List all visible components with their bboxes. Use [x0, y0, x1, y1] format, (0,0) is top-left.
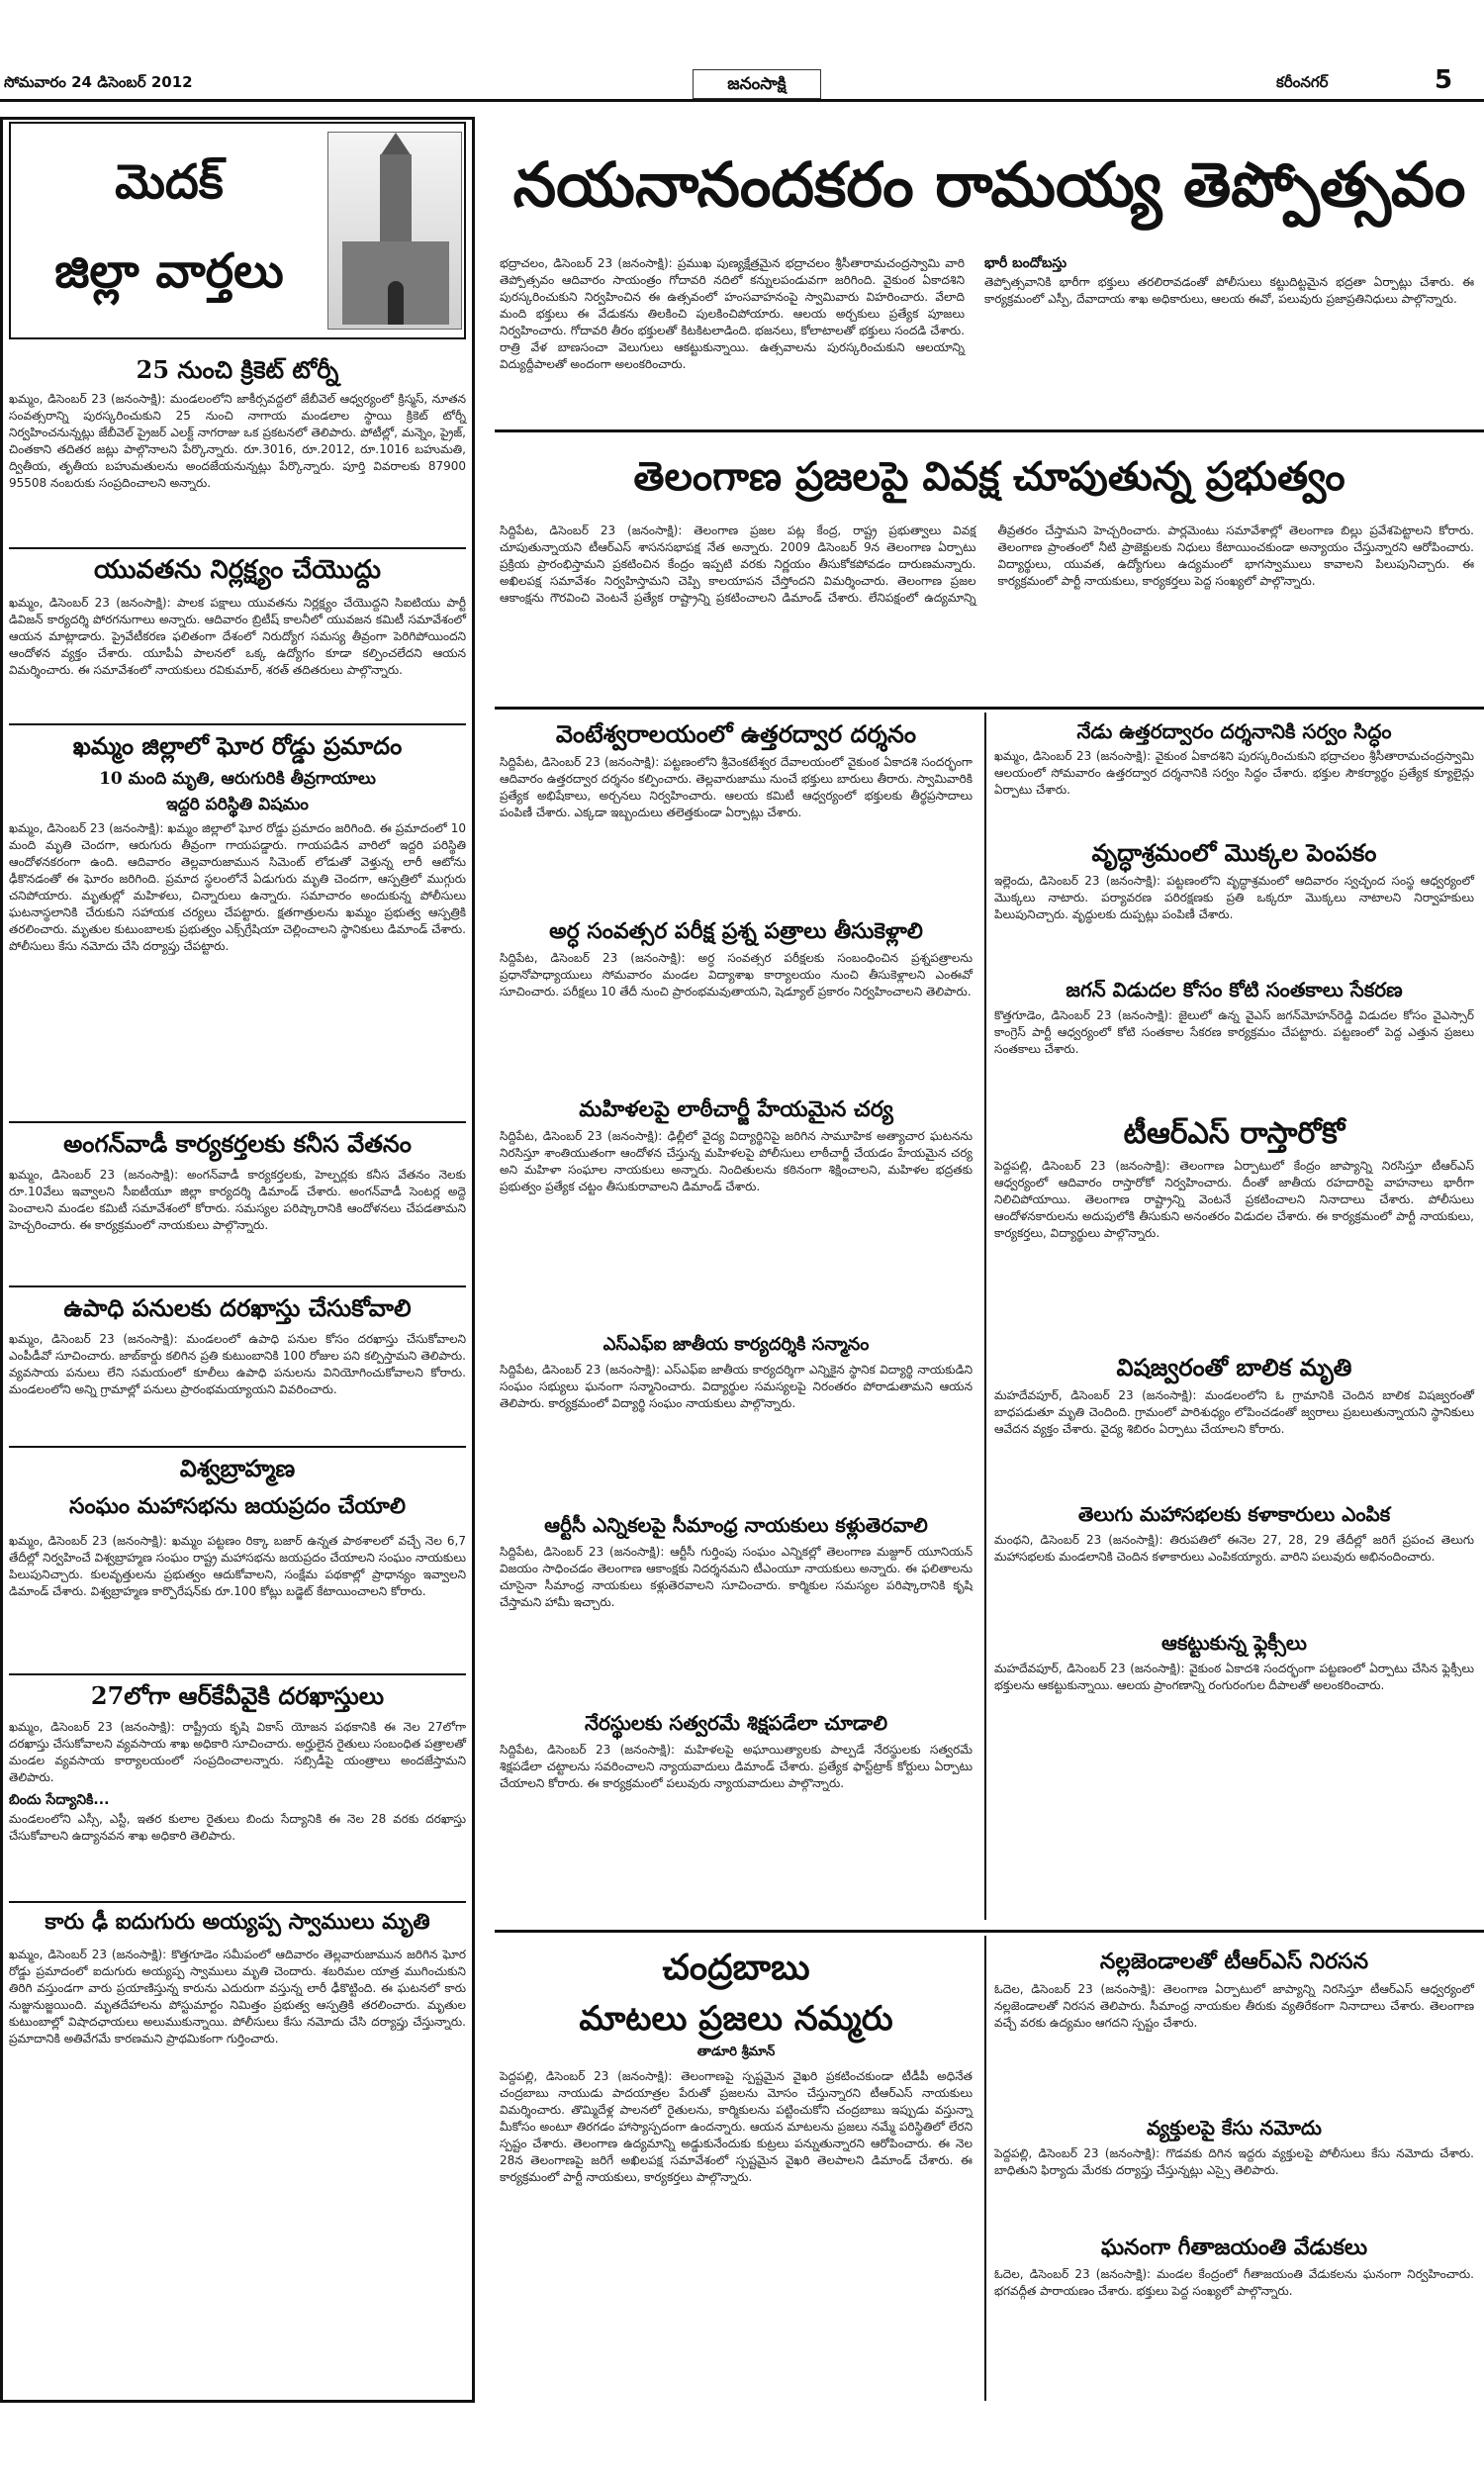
story-cricket-tourney: 25 నుంచి క్రికెట్‌ టోర్నీ ఖమ్మం, డిసెంబర్‌ 23 (జనంసాక్షి): మండలంలోని జాకీర్సవద్దలో జేబీవెల్‌ ఆధ్వర్యంలో క్రిస్మస్‌, నూతన సంవత్సరాన్ని పురస్కరించుకుని 25 నుంచి నాగాయ మండలాల స్థాయి క్రికెట్‌ టోర్నీ నిర్వహించనున్నట్లు జేబీవెల్‌ ప్రైజర్‌ ఎలక్ట్‌ నాగరాజు ఒక ప్రకటనలో తెలిపారు. పోటీల్లో, మన్నెం, ప్రైజ్‌, చింతకాని తదితర జట్లు పాల్గొనాలని పేర్కొన్నారు. రూ.3016, రూ.2012, రూ.1016 బహుమతి, ద్వితీయ, తృతీయ బహుమతులను అందజేయనున్నట్లు పేర్కొన్నారు. పూర్తి వివరాలకు 87900 95508 నంబరుకు సంప్రదించాలని అన్నారు. [9, 355, 466, 490]
church-door [388, 281, 404, 325]
issue-date: సోమవారం 24 డిసెంబర్ 2012 [4, 73, 193, 91]
story-lathicharge: మహిళలపై లాఠీచార్జీ హేయమైన చర్య సిద్దిపేట, డిసెంబర్‌ 23 (జనంసాక్షి): ఢిల్లీలో వైద్య విద్యార్థినిపై జరిగిన సామూహిక అత్యాచార ఘటనను నిరసిస్తూ శాంతియుతంగా ఆందోళన చేస్తున్న మహిళలపై పోలీసులు లాఠీచార్జీ చేయడం హేయమైన చర్య అని మహిళా సంఘాల నాయకులు అన్నారు. నిందితులను కఠినంగా శిక్షించాలని, మహిళల భద్రతకు ప్రభుత్వం ప్రత్యేక చట్టం తీసుకురావాలని డిమాండ్‌ చేశారు. [500, 1096, 973, 1193]
story-exam-papers: అర్ధ సంవత్సర పరీక్ష ప్రశ్న పత్రాలు తీసుకెళ్లాలి సిద్దిపేట, డిసెంబర్‌ 23 (జనంసాక్షి): అర్ధ సంవత్సర పరీక్షలకు సంబంధించిన ప్రశ్నపత్రాలను ప్రధానోపాధ్యాయులు సోమవారం మండల విద్యాశాఖ కార్యాలయం నుంచి తీసుకెళ్లాలని ఎంఈవో సూచించారు. పరీక్షలు 10 తేదీ నుంచి ప్రారంభమవుతాయని, షెడ్యూల్‌ ప్రకారం నిర్వహించాలని తెలిపారు. [500, 918, 973, 999]
story-telugu-conference: తెలుగు మహాసభలకు కళాకారులు ఎంపిక మంథని, డిసెంబర్‌ 23 (జనంసాక్షి): తిరుపతిలో ఈనెల 27, 28, 29 తేదీల్లో జరిగే ప్రపంచ తెలుగు మహాసభలకు మండలానికి చెందిన కళాకారులు ఎంపికయ్యారు. వారిని పలువురు అభినందించారు. [994, 1502, 1474, 1564]
masthead [0, 65, 1484, 107]
story-sfi-felicitation: ఎస్‌ఎఫ్‌ఐ జాతీయ కార్యదర్శికి సన్మానం సిద్దిపేట, డిసెంబర్‌ 23 (జనంసాక్షి): ఎస్‌ఎఫ్‌ఐ జాతీయ కార్యదర్శిగా ఎన్నికైన స్థానిక విద్యార్థి నాయకుడిని సంఘం సభ్యులు ఘనంగా సన్మానించారు. విద్యార్థుల సమస్యలపై నిరంతరం పోరాడుతామని ఆయన తెలిపారు. కార్యక్రమంలో విద్యార్థి సంఘం నాయకులు పాల్గొన్నారు. [500, 1334, 973, 1410]
story-darshan-ready: నేడు ఉత్తరద్వారం దర్శనానికి సర్వం సిద్ధం ఖమ్మం, డిసెంబర్‌ 23 (జనంసాక్షి): వైకుంఠ ఏకాదశిని పురస్కరించుకుని భద్రాచలం శ్రీసీతారామచంద్రస్వామి ఆలయంలో సోమవారం ఉత్తరద్వార దర్శనానికి సర్వం సిద్ధం చేశారు. భక్తుల సౌకర్యార్థం ప్రత్యేక క్యూలైన్లు ఏర్పాటు చేశారు. [994, 719, 1474, 797]
right-column [994, 714, 1474, 1744]
story-employment-works: ఉపాధి పనులకు దరఖాస్తు చేసుకోవాలి ఖమ్మం, డిసెంబర్‌ 23 (జనంసాక్షి): మండలంలో ఉపాధి పనుల కోసం దరఖాస్తు చేసుకోవాలని ఎంపీడీవో సూచించారు. జాబ్‌కార్డు కలిగిన ప్రతి కుటుంబానికి 100 రోజుల పని కల్పిస్తామని తెలిపారు. వ్యవసాయ పనులు లేని సమయంలో కూలీలు ఉపాధి పనులను వినియోగించుకోవాలని కోరారు. మండలంలోని అన్ని గ్రామాల్లో పనులు ప్రారంభమయ్యాయని వివరించారు. [9, 1293, 466, 1396]
section-header-box [9, 122, 466, 339]
story-rkvy-applications: 27లోగా ఆర్‌కేవీవైకి దరఖాస్తులు ఖమ్మం, డిసెంబర్‌ 23 (జనంసాక్షి): రాష్ట్రీయ కృషి వికాస్‌ యోజన పథకానికి ఈ నెల 27లోగా దరఖాస్తు చేసుకోవాలని వ్యవసాయ శాఖ అధికారి సూచించారు. అర్హులైన రైతులు సంబంధిత పత్రాలతో మండల వ్యవసాయ కార్యాలయంలో సంప్రదించాలన్నారు. సబ్సిడీపై యంత్రాలు అందజేస్తామని తెలిపారు. బిందు సేద్యానికి... మండలంలోని ఎస్సీ, ఎస్టీ, ఇతర కులాల రైతులు బిందు సేద్యానికి ఈ నెల 28 వరకు దరఖాస్తు చేసుకోవాలని ఉద్యానవన శాఖ అధికారి తెలిపారు. [9, 1681, 466, 1843]
story-anganwadi: అంగన్‌వాడీ కార్యకర్తలకు కనీస వేతనం ఖమ్మం, డిసెంబర్‌ 23 (జనంసాక్షి): అంగన్‌వాడీ కార్యకర్తలకు, హెల్పర్లకు కనీస వేతనం నెలకు రూ.10వేలు ఇవ్వాలని సీఐటీయూ జిల్లా కార్యదర్శి డిమాండ్‌ చేశారు. అంగన్‌వాడీ సెంటర్ల అద్దె పెంచాలని మండల కమిటీ సమావేశంలో కోరారు. సమస్యల పరిష్కారానికి ఆందోళనలు చేపడతామని హెచ్చరించారు. ఈ కార్యక్రమంలో నాయకులు పాల్గొన్నారు. [9, 1129, 466, 1232]
story-vishwabrahmana: విశ్వబ్రాహ్మణ సంఘం మహాసభను జయప్రదం చేయాలి ఖమ్మం, డిసెంబర్‌ 23 (జనంసాక్షి): ఖమ్మం పట్టణం రిక్కా బజార్‌ ఉన్నత పాఠశాలలో వచ్చే నెల 6,7 తేదీల్లో నిర్వహించే విశ్వబ్రాహ్మణ సంఘం రాష్ట్ర మహాసభను జయప్రదం చేయాలని సంఘం నాయకులు పిలుపునిచ్చారు. కులవృత్తులను ప్రభుత్వం ఆదుకోవాలని, సంక్షేమ పథకాల్లో ప్రాధాన్యం ఇవ్వాలని డిమాండ్‌ చేశారు. విశ్వబ్రాహ్మణ కార్పొరేషన్‌కు రూ.100 కోట్లు బడ్జెట్‌ కేటాయించాలని కోరారు. [9, 1454, 466, 1598]
story-rtc-elections: ఆర్టీసీ ఎన్నికలపై సీమాంధ్ర నాయకులు కళ్లుతెరవాలి సిద్దిపేట, డిసెంబర్‌ 23 (జనంసాక్షి): ఆర్టీసీ గుర్తింపు సంఘం ఎన్నికల్లో తెలంగాణ మజ్దూర్‌ యూనియన్‌ విజయం సాధించడం తెలంగాణ ఆకాంక్షకు నిదర్శనమని టీఎంయూ నాయకులు అన్నారు. ఈ ఫలితాలను చూసైనా సీమాంధ్ర నాయకులు కళ్లుతెరవాలని సూచించారు. కార్మికుల సమస్యల పరిష్కారానికి కృషి చేస్తామని హామీ ఇచ్చారు. [500, 1513, 973, 1609]
story-old-age-home: వృద్ధాశ్రమంలో మొక్కల పెంపకం ఇల్లెందు, డిసెంబర్‌ 23 (జనంసాక్షి): పట్టణంలోని వృద్ధాశ్రమంలో ఆదివారం స్వచ్ఛంద సంస్థ ఆధ్వర్యంలో మొక్కలు నాటారు. పర్యావరణ పరిరక్షణకు ప్రతి ఒక్కరూ మొక్కలు నాటాలని నిర్వాహకులు పిలుపునిచ్చారు. వృద్ధులకు దుప్పట్లు పంపిణీ చేశారు. [994, 838, 1474, 921]
story-trs-rastaroko: టీఆర్‌ఎస్‌ రాస్తారోకో పెద్దపల్లి, డిసెంబర్‌ 23 (జనంసాక్షి): తెలంగాణ ఏర్పాటులో కేంద్రం జాప్యాన్ని నిరసిస్తూ టీఆర్‌ఎస్‌ ఆధ్వర్యంలో ఆదివారం రాస్తారోకో నిర్వహించారు. దీంతో జాతీయ రహదారిపై వాహనాలు భారీగా నిలిచిపోయాయి. తెలంగాణ రాష్ట్రాన్ని వెంటనే ప్రకటించాలని నినాదాలు చేశారు. పోలీసులు ఆందోళనకారులను అదుపులోకి తీసుకుని అనంతరం విడుదల చేశారు. ఈ కార్యక్రమంలో పార్టీ నాయకులు, కార్యకర్తలు, విద్యార్థులు పాల్గొన్నారు. [994, 1116, 1474, 1240]
church-spire [380, 133, 412, 156]
story-youth-neglect: యువతను నిర్లక్ష్యం చేయొద్దు ఖమ్మం, డిసెంబర్‌ 23 (జనంసాక్షి): పాలక పక్షాలు యువతను నిర్లక్ష్యం చేయొద్దని సిఐటియు పార్టీ డివిజన్‌ కార్యదర్శి పోరగనుగాలు అన్నారు. ఆదివారం బ్రిటీష్‌ కాలనీలో యువజన కమిటీ సమావేశంలో ఆయన మాట్లాడారు. ప్రైవేటీకరణ ఫలితంగా దేశంలో నిరుద్యోగ సమస్య తీవ్రంగా పెరిగిపోయిందని ఆందోళన వ్యక్తం చేశారు. యూపీఏ పాలనలో ఒక్క ఉద్యోగం కూడా కల్పించలేదని ఆయన విమర్శించారు. ఈ సమావేశంలో నాయకులు రవికుమార్‌, శరత్‌ తదితరులు పాల్గొన్నారు. [9, 555, 466, 677]
mid-column [500, 714, 973, 1882]
district-news-column [0, 117, 475, 2403]
story-road-accident: ఖమ్మం జిల్లాలో ఘోర రోడ్డు ప్రమాదం 10 మంది మృతి, ఆరుగురికి తీవ్రగాయాలు ఇద్దరి పరిస్థితి విషమం ఖమ్మం, డిసెంబర్‌ 23 (జనంసాక్షి): ఖమ్మం జిల్లాలో ఘోర రోడ్డు ప్రమాదం జరిగింది. ఈ ప్రమాదంలో 10 మంది మృతి చెందగా, ఆరుగురు తీవ్రంగా గాయపడ్డారు. గాయపడిన వారిలో ఇద్దరి పరిస్థితి ఆందోళనకరంగా ఉంది. ఆదివారం తెల్లవారుజామున సిమెంట్‌ లోడుతో వెళ్తున్న లారీ ఆటోను ఢీకొనడంతో ఈ ఘోరం జరిగింది. ప్రమాద స్థలంలోనే ఏడుగురు మృతి చెందగా, ఆస్పత్రిలో ముగ్గురు చనిపోయారు. మృతుల్లో మహిళలు, చిన్నారులు ఉన్నారు. సమాచారం అందుకున్న పోలీసులు ఘటనాస్థలానికి చేరుకుని సహాయక చర్యలు చేపట్టారు. క్షతగాత్రులను ఖమ్మం ప్రభుత్వ ఆస్పత్రికి తరలించారు. మృతుల కుటుంబాలకు ప్రభుత్వం ఎక్స్‌గ్రేషియా చెల్లించాలని స్థానికులు డిమాండ్‌ చేశారు. పోలీసులు కేసు నమోదు చేసి దర్యాప్తు చేపట్టారు. [9, 731, 466, 953]
byline: తాడూరి శ్రీమాన్‌ [696, 2045, 776, 2059]
bottom-right-column [994, 1942, 1474, 2357]
telangana-story-body: సిద్దిపేట, డిసెంబర్‌ 23 (జనంసాక్షి): తెలంగాణ ప్రజల పట్ల కేంద్ర, రాష్ట్ర ప్రభుత్వాలు వివక్ష చూపుతున్నాయని టీఆర్‌ఎస్‌ శాసనసభాపక్ష నేత అన్నారు. 2009 డిసెంబర్‌ 9న తెలంగాణ ఏర్పాటు ప్రక్రియ ప్రారంభిస్తామని ప్రకటించిన కేంద్రం ఇప్పటి వరకు నిర్ణయం తీసుకోకపోవడం దారుణమన్నారు. అఖిలపక్ష సమావేశం నిర్వహిస్తామని చెప్పి కాలయాపన చేస్తోందని విమర్శించారు. తెలంగాణ ప్రజల ఆకాంక్షను గౌరవించి వెంటనే ప్రత్యేక రాష్ట్రాన్ని ప్రకటించాలని డిమాండ్‌ చేశారు. లేనిపక్షంలో ఉద్యమాన్ని తీవ్రతరం చేస్తామని హెచ్చరించారు. పార్లమెంటు సమావేశాల్లో తెలంగాణ బిల్లు ప్రవేశపెట్టాలని కోరారు. తెలంగాణ ప్రాంతంలో నీటి ప్రాజెక్టులకు నిధులు కేటాయించకుండా అన్యాయం చేస్తున్నారని ఆరోపించారు. విద్యార్థులు, యువత, ఉద్యోగులు ఉద్యమంలో భాగస్వాములు కావాలని పిలుపునిచ్చారు. ఈ కార్యక్రమంలో పార్టీ నాయకులు, కార్యకర్తలు పెద్ద సంఖ్యలో పాల్గొన్నారు. [500, 523, 1474, 605]
edition-city: కరీంనగర్ [1276, 73, 1329, 91]
page-number: 5 [1435, 65, 1453, 95]
lead-headline: నయనానందకరం రామయ్య తెప్పోత్సవం [512, 148, 1466, 221]
story-fever-death: విషజ్వరంతో బాలిక మృతి మహదేవపూర్‌, డిసెంబర్‌ 23 (జనంసాక్షి): మండలంలోని ఓ గ్రామానికి చెందిన బాలిక విషజ్వరంతో బాధపడుతూ మృతి చెందింది. గ్రామంలో పారిశుధ్యం లోపించడంతో జ్వరాలు ప్రబలుతున్నాయని స్థానికులు ఆవేదన వ్యక్తం చేశారు. వైద్య శిబిరం ఏర్పాటు చేయాలని కోరారు. [994, 1353, 1474, 1436]
section-title: మెదక్ జిల్లా వార్తలు [54, 154, 284, 299]
telangana-headline: తెలంగాణ ప్రజలపై వివక్ష చూపుతున్న ప్రభుత్వం [633, 453, 1345, 500]
story-ayyappa-accident: కారు ఢీ ఐదుగురు అయ్యప్ప స్వాములు మృతి ఖమ్మం, డిసెంబర్‌ 23 (జనంసాక్షి): కొత్తగూడెం సమీపంలో ఆదివారం తెల్లవారుజామున జరిగిన ఘోర రోడ్డు ప్రమాదంలో ఐదుగురు అయ్యప్ప స్వాములు మృతి చెందారు. శబరిమల యాత్ర ముగించుకుని తిరిగి వస్తుండగా వారు ప్రయాణిస్తున్న కారును ఎదురుగా వస్తున్న లారీ ఢీకొట్టింది. ఈ ఘటనలో కారు నుజ్జునుజ్జయింది. మృతదేహాలను పోస్టుమార్టం నిమిత్తం ప్రభుత్వ ఆస్పత్రికి తరలించారు. మృతుల కుటుంబాల్లో విషాదఛాయలు అలుముకున్నాయి. పోలీసులు కేసు నమోదు చేసి దర్యాప్తు చేస్తున్నారు. ప్రమాదానికి అతివేగమే కారణమని ప్రాథమికంగా గుర్తించారు. [9, 1909, 466, 2046]
story-flexies: ఆకట్టుకున్న ఫ్లెక్సీలు మహదేవపూర్‌, డిసెంబర్‌ 23 (జనంసాక్షి): వైకుంఠ ఏకాదశి సందర్భంగా పట్టణంలో ఏర్పాటు చేసిన ఫ్లెక్సీలు భక్తులను ఆకట్టుకున్నాయి. ఆలయ ప్రాంగణాన్ని రంగురంగుల దీపాలతో అలంకరించారు. [994, 1631, 1474, 1692]
story-criminals-punishment: నేరస్థులకు సత్వరమే శిక్షపడేలా చూడాలి సిద్దిపేట, డిసెంబర్‌ 23 (జనంసాక్షి): మహిళలపై అఘాయిత్యాలకు పాల్పడే నేరస్థులకు సత్వరమే శిక్షపడేలా చట్టాలను సవరించాలని న్యాయవాదులు డిమాండ్‌ చేశారు. ప్రత్యేక ఫాస్ట్‌ట్రాక్‌ కోర్టులు ఏర్పాటు చేయాలని కోరారు. ఈ కార్యక్రమంలో పలువురు న్యాయవాదులు పాల్గొన్నారు. [500, 1711, 973, 1790]
story-gita-jayanti: ఘనంగా గీతాజయంతి వేడుకలు ఓదెల, డిసెంబర్‌ 23 (జనంసాక్షి): మండల కేంద్రంలో గీతాజయంతి వేడుకలను ఘనంగా నిర్వహించారు. భగవద్గీత పారాయణం చేశారు. భక్తులు పెద్ద సంఖ్యలో పాల్గొన్నారు. [994, 2235, 1474, 2298]
newspaper-logo: జనంసాక్షి [693, 69, 821, 99]
church-photo [327, 132, 462, 330]
lead-story-body: భద్రాచలం, డిసెంబర్‌ 23 (జనంసాక్షి): ప్రముఖ పుణ్యక్షేత్రమైన భద్రాచలం శ్రీసీతారామచంద్రస్వామి వారి తెప్పోత్సవం ఆదివారం సాయంత్రం గోదావరి నదిలో కన్నులపండువగా జరిగింది. వైకుంఠ ఏకాదశిని పురస్కరించుకుని నిర్వహించిన ఈ ఉత్సవంలో హంసవాహనంపై స్వామివారు విహరించారు. వేలాది మంది భక్తులు ఈ వేడుకను తిలకించి పులకించిపోయారు. ఆలయ అర్చకులు ప్రత్యేక పూజలు నిర్వహించారు. గోదావరి తీరం భక్తులతో కిటకిటలాడింది. భజనలు, కోలాటాలతో భక్తులు సందడి చేశారు. రాత్రి వేళ బాణసంచా వెలుగులు ఆకట్టుకున్నాయి. ఉత్సవాలను పురస్కరించుకుని ఆలయాన్ని విద్యుద్దీపాలతో అందంగా అలంకరించారు. [500, 256, 965, 371]
masthead-rule [0, 99, 1484, 102]
story-case-filed: వ్యక్తులపై కేసు నమోదు పెద్దపల్లి, డిసెంబర్‌ 23 (జనంసాక్షి): గొడవకు దిగిన ఇద్దరు వ్యక్తులపై పోలీసులు కేసు నమోదు చేశారు. బాధితుని ఫిర్యాదు మేరకు దర్యాప్తు చేస్తున్నట్లు ఎస్సై తెలిపారు. [994, 2116, 1474, 2177]
story-uttaradwara: వెంటేశ్వరాలయంలో ఉత్తరద్వార దర్శనం సిద్దిపేట, డిసెంబర్‌ 23 (జనంసాక్షి): పట్టణంలోని శ్రీవెంకటేశ్వర దేవాలయంలో వైకుంఠ ఏకాదశి సందర్భంగా ఆదివారం ఉత్తరద్వార దర్శనం కల్పించారు. తెల్లవారుజాము నుంచే భక్తులు బారులు తీరారు. స్వామివారికి ప్రత్యేక అభిషేకాలు, అర్చనలు నిర్వహించారు. ఆలయ కమిటీ ఆధ్వర్యంలో భక్తులకు తీర్థప్రసాదాలు పంపిణీ చేశారు. ఎక్కడా ఇబ్బందులు తలెత్తకుండా ఏర్పాట్లు చేశారు. [500, 719, 973, 819]
lead-story-continued: భారీ బందోబస్తు తెప్పోత్సవానికి భారీగా భక్తులు తరలిరావడంతో పోలీసులు కట్టుదిట్టమైన భద్రతా ఏర్పాట్లు చేశారు. ఈ కార్యక్రమంలో ఎస్పీ, దేవాదాయ శాఖ అధికారులు, ఆలయ ఈవో, పలువురు ప్రజాప్రతినిధులు పాల్గొన్నారు. [984, 255, 1474, 306]
story-black-flags: నల్లజెండాలతో టీఆర్‌ఎస్‌ నిరసన ఓదెల, డిసెంబర్‌ 23 (జనంసాక్షి): తెలంగాణ ఏర్పాటులో జాప్యాన్ని నిరసిస్తూ టీఆర్‌ఎస్‌ ఆధ్వర్యంలో నల్లజెండాలతో నిరసన తెలిపారు. సీమాంధ్ర నాయకుల తీరుకు వ్యతిరేకంగా నినాదాలు చేశారు. తెలంగాణ వచ్చే వరకు ఉద్యమం ఆగదని స్పష్టం చేశారు. [994, 1949, 1474, 2030]
story-chandrababu: చంద్రబాబు మాటలు ప్రజలు నమ్మరు తాడూరి శ్రీమాన్‌ పెద్దపల్లి, డిసెంబర్‌ 23 (జనంసాక్షి): తెలంగాణపై స్పష్టమైన వైఖరి ప్రకటించకుండా టీడీపీ అధినేత చంద్రబాబు నాయుడు పాదయాత్రల పేరుతో ప్రజలను మోసం చేస్తున్నారని టీఆర్‌ఎస్‌ నాయకులు విమర్శించారు. తొమ్మిదేళ్ల పాలనలో రైతులను, కార్మికులను పట్టించుకోని చంద్రబాబు ఇప్పుడు వస్తున్నా మీకోసం అంటూ తిరగడం హాస్యాస్పదంగా ఉందన్నారు. ఆయన మాటలను ప్రజలు నమ్మే పరిస్థితిలో లేరని స్పష్టం చేశారు. తెలంగాణ ఉద్యమాన్ని అడ్డుకునేందుకు కుట్రలు పన్నుతున్నారని ఆరోపించారు. ఈ నెల 28న తెలంగాణపై జరిగే అఖిలపక్ష సమావేశంలో స్పష్టమైన వైఖరి తెలపాలని డిమాండ్‌ చేశారు. ఈ కార్యక్రమంలో పార్టీ నాయకులు, కార్యకర్తలు పాల్గొన్నారు. [500, 1947, 973, 2184]
story-jagan-signatures: జగన్‌ విడుదల కోసం కోటి సంతకాలు సేకరణ కొత్తగూడెం, డిసెంబర్‌ 23 (జనంసాక్షి): జైలులో ఉన్న వైఎస్‌ జగన్‌మోహన్‌రెడ్డి విడుదల కోసం వైఎస్సార్‌ కాంగ్రెస్‌ పార్టీ ఆధ్వర్యంలో కోటి సంతకాల సేకరణ కార్యక్రమం చేపట్టారు. పట్టణంలో పెద్ద ఎత్తున ప్రజలు సంతకాలు చేశారు. [994, 978, 1474, 1056]
